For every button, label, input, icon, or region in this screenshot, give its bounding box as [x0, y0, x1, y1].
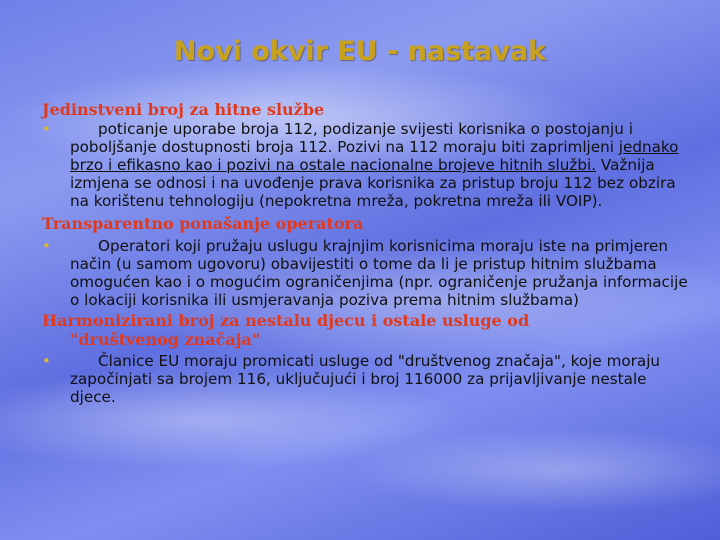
- slide-title: Novi okvir EU - nastavak: [173, 36, 547, 67]
- section-heading-transparency: Transparentno ponašanje operatora: [42, 214, 364, 233]
- bullet-missing-children: [42, 352, 692, 406]
- bullet-icon: •: [42, 237, 51, 255]
- bullet-emergency-number: [42, 120, 692, 210]
- bullet-text-part: poticanje uporabe broja 112, podizanje svijesti korisnika o postojanju i poboljšanje dostupnosti broja 112. Pozivi na 112 moraju biti zaprimljeni: [70, 120, 633, 156]
- bullet-text: Operatori koji pružaju uslugu krajnjim korisnicima moraju iste na primjeren način (u samom ugovoru) obavijestiti o tome da li je pristup hitnim službama omogućen kao i o mogućim ograničenjima (npr. ograničenje pružanja informacije o lokaciji korisnika ili usmjeravanja poziva prema hitnim službama): [70, 237, 688, 309]
- bullet-text: Članice EU moraju promicati usluge od "društvenog značaja", koje moraju započinjati sa brojem 116, uključujući i broj 116000 za prijavljivanje nestale djece.: [70, 352, 661, 406]
- section-heading-missing-children: [42, 311, 692, 349]
- heading-line: "društvenog značaja": [70, 330, 261, 349]
- heading-line: Harmonizirani broj za nestalu djecu i ostale usluge od: [42, 311, 530, 330]
- section-heading-emergency-number: Jedinstveni broj za hitne službe: [42, 100, 325, 119]
- bullet-transparency: [42, 237, 692, 309]
- bullet-text-part: Važnija izmjena se odnosi i na uvođenje prava korisnika za pristup broju 112 bez obzira na korištenu tehnologiju (nepokretna mreža, pokretna mreža ili VOIP).: [70, 156, 676, 210]
- slide-content: [42, 100, 692, 406]
- underlined-text: jednako brzo i efikasno kao i pozivi na ostale nacionalne brojeve hitnih službi.: [70, 138, 679, 174]
- bullet-icon: •: [42, 352, 51, 370]
- bullet-icon: •: [42, 120, 51, 138]
